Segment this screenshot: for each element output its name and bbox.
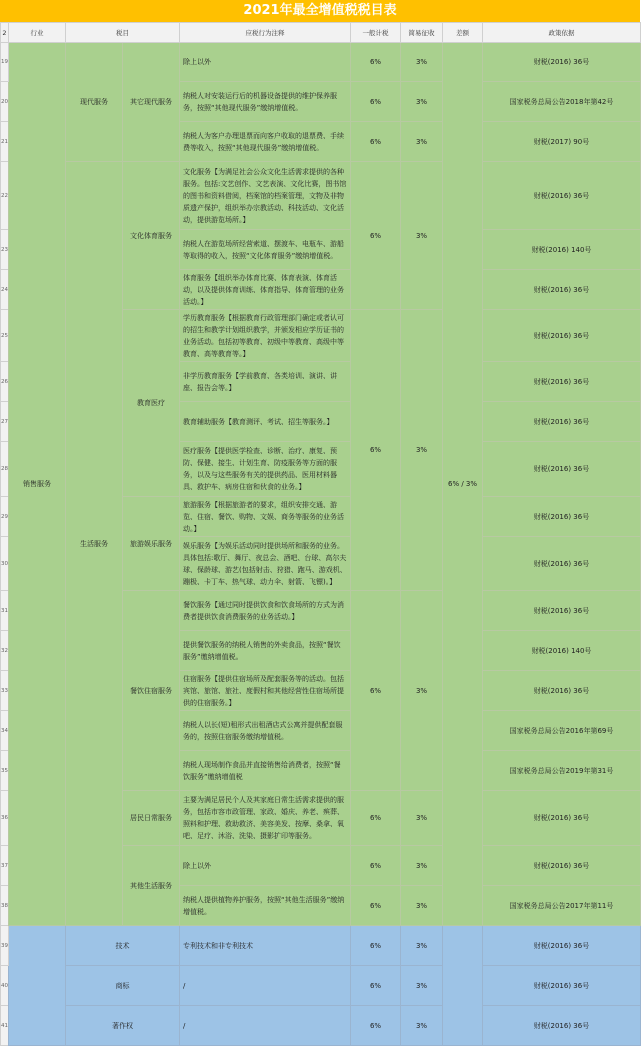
note-cell[interactable]: 除上以外: [180, 846, 351, 886]
row-number[interactable]: 22: [1, 162, 9, 230]
policy-cell[interactable]: 财税(2016) 36号: [483, 270, 641, 310]
row-number[interactable]: 34: [1, 711, 9, 751]
general-rate-cell[interactable]: 6%: [351, 162, 401, 310]
policy-cell[interactable]: 财税(2016) 36号: [483, 926, 641, 966]
row-number[interactable]: 36: [1, 791, 9, 846]
col-header-industry[interactable]: 行业: [9, 23, 66, 43]
policy-cell[interactable]: 财税(2016) 36号: [483, 591, 641, 631]
row-number[interactable]: 38: [1, 886, 9, 926]
note-cell[interactable]: 纳税人为客户办理退票而向客户收取的退票费、手续费等收入，按照“其他现代服务”缴纳增值税。: [180, 122, 351, 162]
row-number[interactable]: 39: [1, 926, 9, 966]
general-rate-cell[interactable]: 6%: [351, 886, 401, 926]
simple-rate-cell[interactable]: 3%: [401, 1006, 443, 1046]
note-cell[interactable]: 文化服务【为满足社会公众文化生活需求提供的各种服务。包括:文艺创作、文艺表演、文化比赛，图书馆的图书和资料借阅，档案馆的档案管理，文物及非物质遗产保护，组织举办宗教活动、科技活动、文化活动，提供游览场所。】: [180, 162, 351, 230]
general-rate-cell[interactable]: 6%: [351, 966, 401, 1006]
note-cell[interactable]: 纳税人现场制作食品并直接销售给消费者，按照“餐饮服务”缴纳增值税: [180, 751, 351, 791]
row-number[interactable]: 26: [1, 362, 9, 402]
policy-cell[interactable]: 财税(2016) 36号: [483, 497, 641, 537]
policy-cell[interactable]: 国家税务总局公告2017年第11号: [483, 886, 641, 926]
subcategory-cell[interactable]: 其他生活服务: [123, 846, 180, 926]
general-rate-cell[interactable]: 6%: [351, 846, 401, 886]
policy-cell[interactable]: 国家税务总局公告2016年第69号: [483, 711, 641, 751]
col-header-note[interactable]: 应税行为注释: [180, 23, 351, 43]
note-cell[interactable]: /: [180, 966, 351, 1006]
col-header-simple[interactable]: 简易征收: [401, 23, 443, 43]
general-rate-cell[interactable]: 6%: [351, 926, 401, 966]
policy-cell[interactable]: 国家税务总局公告2019年第31号: [483, 751, 641, 791]
simple-rate-cell[interactable]: 3%: [401, 846, 443, 886]
header-row: [1, 23, 641, 43]
subcategory-cell[interactable]: 旅游娱乐服务: [123, 497, 180, 591]
row-number[interactable]: 28: [1, 442, 9, 497]
row-number[interactable]: 40: [1, 966, 9, 1006]
policy-cell[interactable]: 财税(2016) 36号: [483, 791, 641, 846]
row-number[interactable]: 32: [1, 631, 9, 671]
col-header-policy[interactable]: 政策依据: [483, 23, 641, 43]
note-cell[interactable]: 除上以外: [180, 43, 351, 82]
note-cell[interactable]: 旅游服务【根据旅游者的要求，组织安排交通、游览、住宿、餐饮、购物、文娱、商务等服务的业务活动。】: [180, 497, 351, 537]
category-cell[interactable]: 生活服务: [66, 162, 123, 926]
simple-rate-cell[interactable]: 3%: [401, 122, 443, 162]
general-rate-cell[interactable]: 6%: [351, 1006, 401, 1046]
simple-rate-cell[interactable]: 3%: [401, 310, 443, 591]
policy-cell[interactable]: 国家税务总局公告2018年第42号: [483, 82, 641, 122]
subcategory-cell[interactable]: 著作权: [66, 1006, 180, 1046]
diff-cell[interactable]: 6% / 3%: [443, 43, 483, 926]
note-cell[interactable]: 主要为满足居民个人及其家庭日常生活需求提供的服务，包括市容市政管理、家政、婚庆、养老、殡葬、照料和护理、救助救济、美容美发、按摩、桑拿、氧吧、足疗、沐浴、洗染、摄影扩印等服务。: [180, 791, 351, 846]
general-rate-cell[interactable]: 6%: [351, 310, 401, 591]
sheet-title: 2021年最全增值税税目表: [0, 0, 640, 22]
subcategory-cell[interactable]: 教育医疗: [123, 310, 180, 497]
policy-cell[interactable]: 财税(2016) 36号: [483, 671, 641, 711]
general-rate-cell[interactable]: 6%: [351, 591, 401, 791]
policy-cell[interactable]: 财税(2016) 36号: [483, 442, 641, 497]
policy-cell[interactable]: 财税(2016) 36号: [483, 362, 641, 402]
general-rate-cell[interactable]: 6%: [351, 791, 401, 846]
subcategory-cell[interactable]: 技术: [66, 926, 180, 966]
simple-rate-cell[interactable]: 3%: [401, 43, 443, 82]
policy-cell[interactable]: 财税(2016) 36号: [483, 162, 641, 230]
note-cell[interactable]: 纳税人对安装运行后的机器设备提供的维护保养服务，按照“其他现代服务”缴纳增值税。: [180, 82, 351, 122]
note-cell[interactable]: 餐饮服务【通过同时提供饮食和饮食场所的方式为消费者提供饮食消费服务的业务活动。】: [180, 591, 351, 631]
row-number[interactable]: 20: [1, 82, 9, 122]
simple-rate-cell[interactable]: 3%: [401, 791, 443, 846]
col-header-item[interactable]: 税目: [66, 23, 180, 43]
policy-cell[interactable]: 财税(2016) 36号: [483, 846, 641, 886]
row-number[interactable]: 19: [1, 43, 9, 82]
row-number[interactable]: 24: [1, 270, 9, 310]
row-number[interactable]: 35: [1, 751, 9, 791]
policy-cell[interactable]: 财税(2016) 36号: [483, 43, 641, 82]
simple-rate-cell[interactable]: 3%: [401, 162, 443, 310]
general-rate-cell[interactable]: 6%: [351, 122, 401, 162]
tax-table: [0, 22, 641, 1046]
subcategory-cell[interactable]: 文化体育服务: [123, 162, 180, 310]
row-number[interactable]: 27: [1, 402, 9, 442]
policy-cell[interactable]: 财税(2016) 36号: [483, 310, 641, 362]
subcategory-cell[interactable]: 居民日常服务: [123, 791, 180, 846]
row-number[interactable]: 30: [1, 537, 9, 591]
row-number[interactable]: 31: [1, 591, 9, 631]
note-cell[interactable]: 教育辅助服务【教育测评、考试、招生等服务。】: [180, 402, 351, 442]
subcategory-cell[interactable]: 其它现代服务: [123, 43, 180, 162]
policy-cell[interactable]: 财税(2016) 140号: [483, 631, 641, 671]
note-cell[interactable]: 非学历教育服务【学前教育、各类培训、演讲、讲座、报告会等。】: [180, 362, 351, 402]
note-cell[interactable]: 体育服务【组织举办体育比赛、体育表演、体育活动，以及提供体育训练、体育指导、体育管理的业务活动。】: [180, 270, 351, 310]
note-cell[interactable]: 提供餐饮服务的纳税人销售的外卖食品，按照“餐饮服务”缴纳增值税。: [180, 631, 351, 671]
note-cell[interactable]: 医疗服务【提供医学检查、诊断、治疗、康复、预防、保健、接生、计划生育、防疫服务等方面的服务，以及与这些服务有关的提供药品、医用材料器具、救护车、病房住宿和伙食的业务。】: [180, 442, 351, 497]
row-number[interactable]: 37: [1, 846, 9, 886]
row-number[interactable]: 23: [1, 230, 9, 270]
note-cell[interactable]: 纳税人以长(短)租形式出租酒店式公寓并提供配套服务的，按照住宿服务缴纳增值税。: [180, 711, 351, 751]
note-cell[interactable]: 纳税人在游览场所经营索道、摆渡车、电瓶车、游船等取得的收入，按照“文化体育服务”缴纳增值税。: [180, 230, 351, 270]
col-header-general[interactable]: 一般计税: [351, 23, 401, 43]
note-cell[interactable]: 专利技术和非专利技术: [180, 926, 351, 966]
policy-cell[interactable]: 财税(2016) 36号: [483, 402, 641, 442]
note-cell[interactable]: /: [180, 1006, 351, 1046]
note-cell[interactable]: 纳税人提供植物养护服务，按照“其他生活服务”缴纳增值税。: [180, 886, 351, 926]
policy-cell[interactable]: 财税(2016) 36号: [483, 966, 641, 1006]
note-cell[interactable]: 学历教育服务【根据教育行政管理部门确定或者认可的招生和教学计划组织教学，并颁发相应学历证书的业务活动。包括初等教育、初级中等教育、高级中等教育、高等教育等。】: [180, 310, 351, 362]
simple-rate-cell[interactable]: 3%: [401, 82, 443, 122]
row-number[interactable]: 25: [1, 310, 9, 362]
policy-cell[interactable]: 财税(2016) 36号: [483, 537, 641, 591]
policy-cell[interactable]: 财税(2016) 36号: [483, 1006, 641, 1046]
industry-cell[interactable]: [9, 926, 66, 1046]
row-number[interactable]: 21: [1, 122, 9, 162]
general-rate-cell[interactable]: 6%: [351, 43, 401, 82]
category-cell[interactable]: 现代服务: [66, 43, 123, 162]
note-cell[interactable]: 娱乐服务【为娱乐活动同时提供场所和服务的业务。具体包括:歌厅、舞厅、夜总会、酒吧、台球、高尔夫球、保龄球、游艺(包括射击、狩猎、跑马、游戏机、蹦极、卡丁车、热气球、动力伞、射箭、飞镖)。】: [180, 537, 351, 591]
note-cell[interactable]: 住宿服务【提供住宿场所及配套服务等的活动。包括宾馆、旅馆、旅社、度假村和其他经营性住宿场所提供的住宿服务。】: [180, 671, 351, 711]
subcategory-cell[interactable]: 餐饮住宿服务: [123, 591, 180, 791]
row-number[interactable]: 2: [1, 23, 9, 43]
general-rate-cell[interactable]: 6%: [351, 82, 401, 122]
policy-cell[interactable]: 财税(2017) 90号: [483, 122, 641, 162]
simple-rate-cell[interactable]: 3%: [401, 886, 443, 926]
diff-cell[interactable]: [443, 926, 483, 1046]
policy-cell[interactable]: 财税(2016) 140号: [483, 230, 641, 270]
row-number[interactable]: 33: [1, 671, 9, 711]
col-header-diff[interactable]: 差额: [443, 23, 483, 43]
subcategory-cell[interactable]: 商标: [66, 966, 180, 1006]
simple-rate-cell[interactable]: 3%: [401, 591, 443, 791]
simple-rate-cell[interactable]: 3%: [401, 926, 443, 966]
row-number[interactable]: 41: [1, 1006, 9, 1046]
industry-cell[interactable]: 销售服务: [9, 43, 66, 926]
simple-rate-cell[interactable]: 3%: [401, 966, 443, 1006]
row-number[interactable]: 29: [1, 497, 9, 537]
